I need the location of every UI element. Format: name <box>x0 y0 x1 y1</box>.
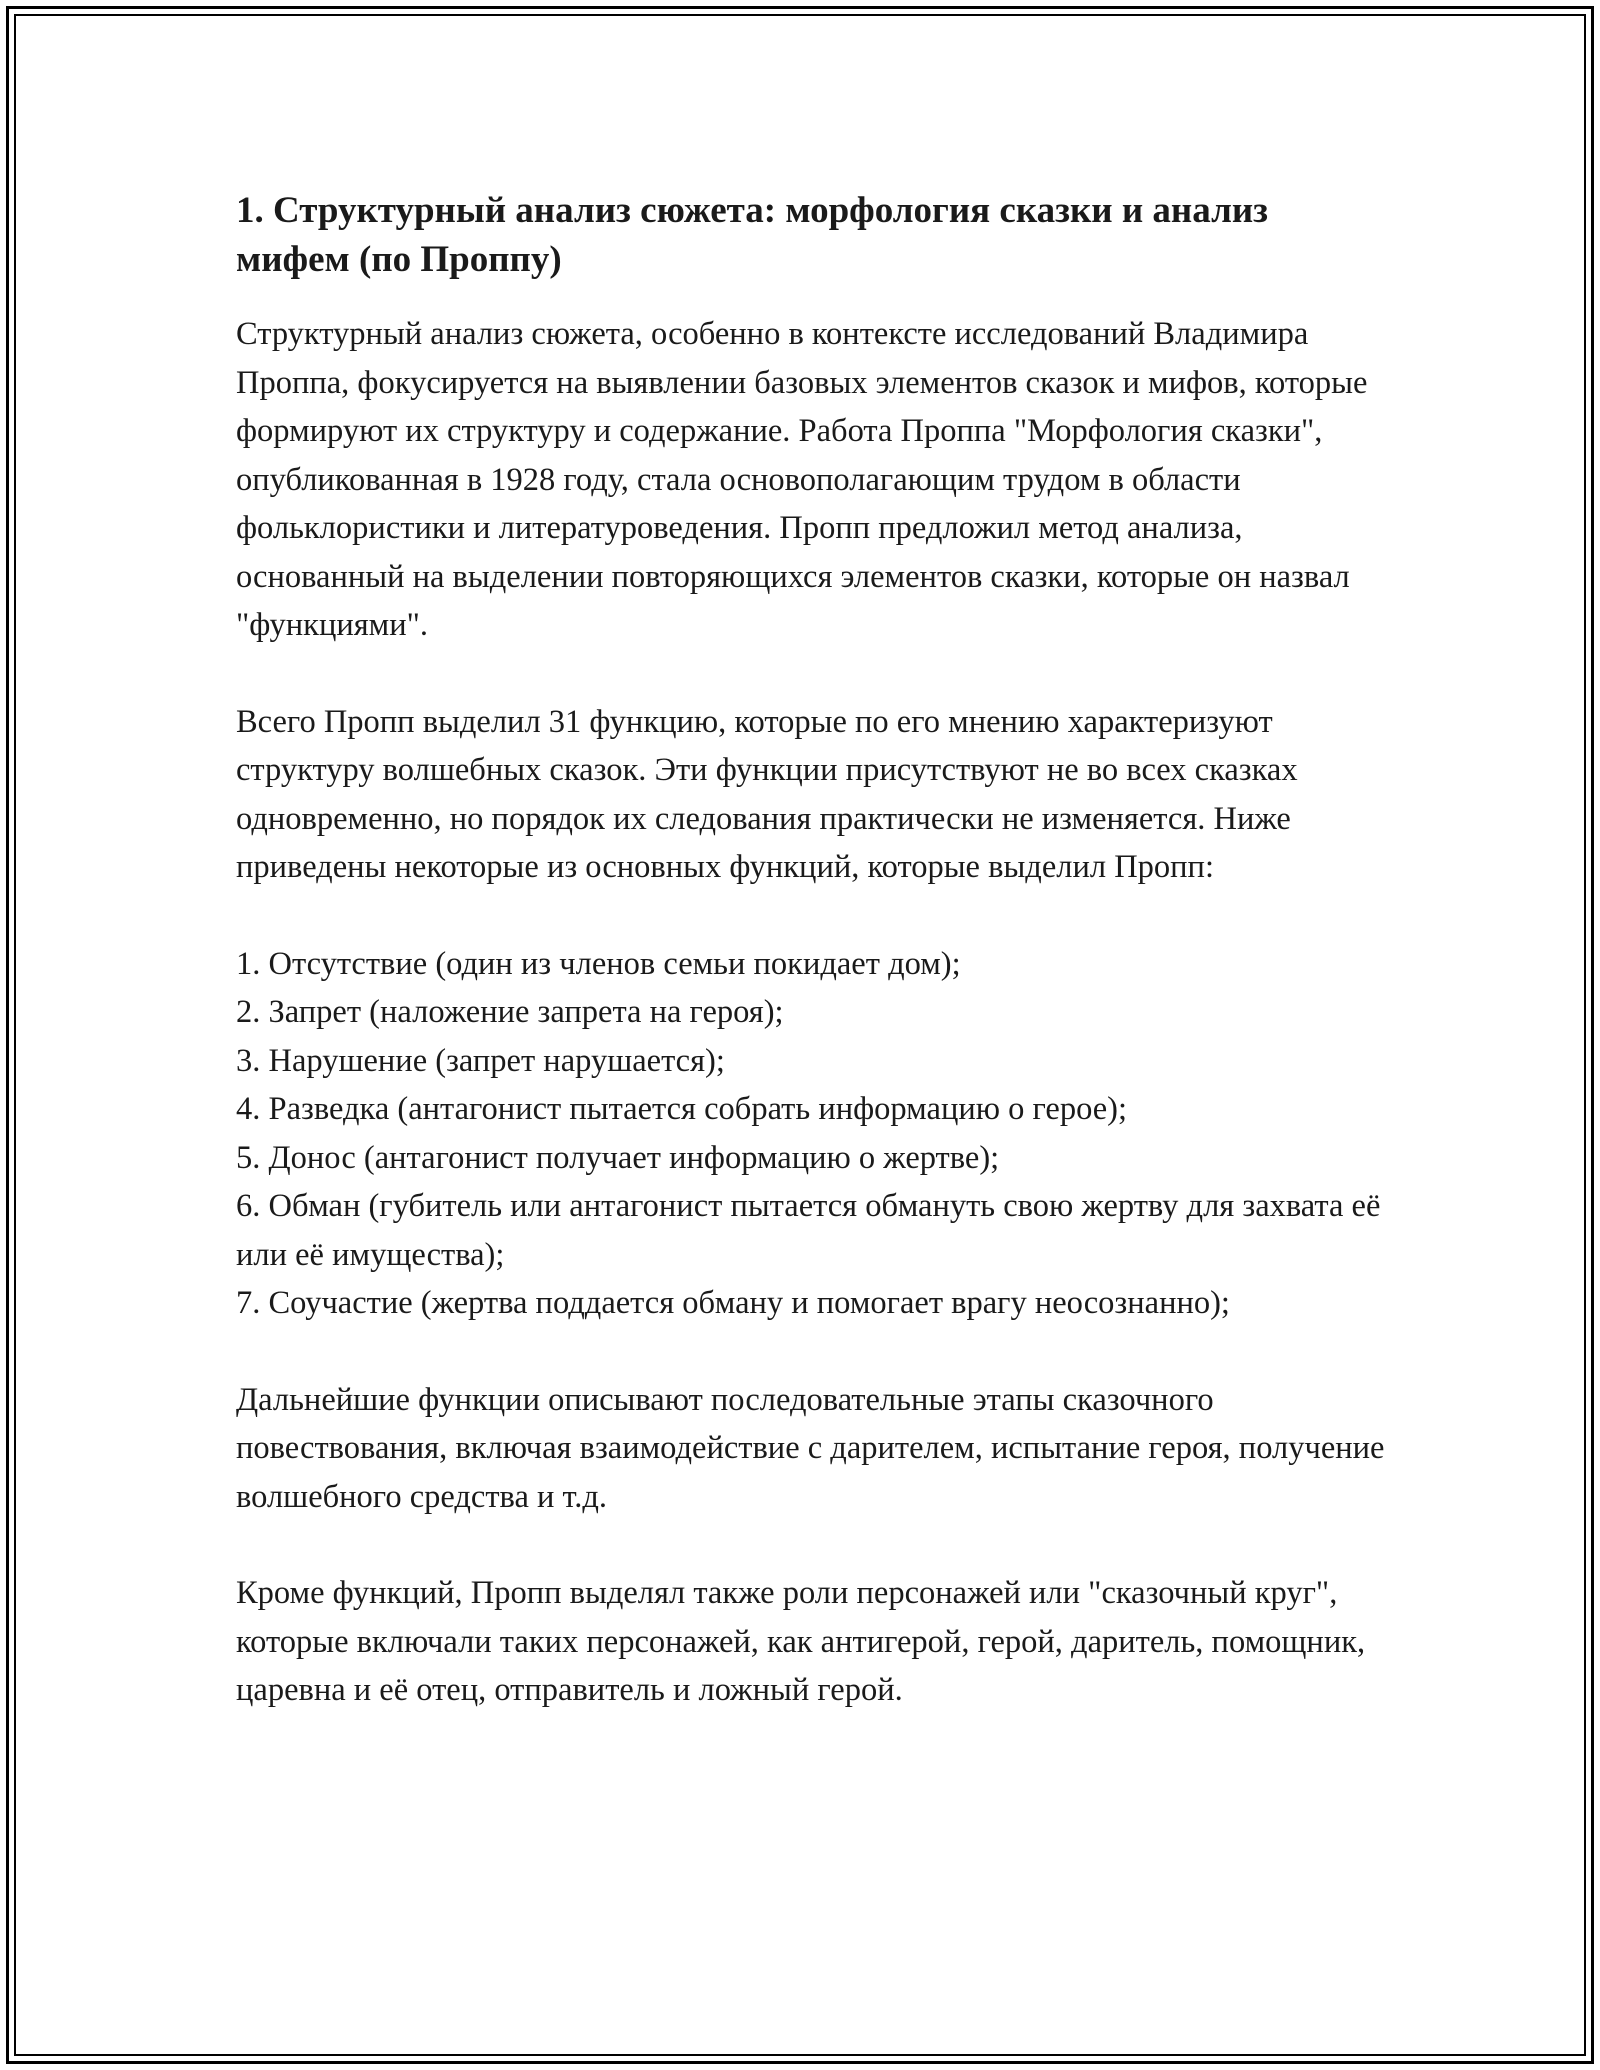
function-item: 1. Отсутствие (один из членов семьи покидает дом); <box>236 945 961 982</box>
intro-paragraph: Структурный анализ сюжета, особенно в контексте исследований Владимира Проппа, фокусируется на выявлении базовых элементов сказок и мифов, которые формируют их структуру и содержание. Работа Проппа "Морфология сказки", опубликованная в 1928 году, стала основополагающим трудом в области фольклористики и литературоведения. Пропп предложил метод анализа, основанный на выделении повторяющихся элементов сказки, которые он назвал "функциями". <box>236 316 1368 643</box>
further-functions-paragraph: Дальнейшие функции описывают последовательные этапы сказочного повествования, включая взаимодействие с дарителем, испытание героя, получение волшебного средства и т.д. <box>236 1381 1385 1515</box>
character-roles-paragraph: Кроме функций, Пропп выделял также роли персонажей или "сказочный круг", которые включали таких персонажей, как антигерой, герой, даритель, помощник, царевна и её отец, отправитель и ложный герой. <box>236 1575 1366 1708</box>
function-item: 2. Запрет (наложение запрета на героя); <box>236 994 784 1030</box>
functions-list <box>236 940 1386 1328</box>
function-item: 4. Разведка (антагонист пытается собрать информацию о герое); <box>236 1091 1128 1127</box>
function-item: 6. Обман (губитель или антагонист пытается обмануть свою жертву для захвата её или её имущества); <box>236 1188 1381 1273</box>
function-item: 7. Соучастие (жертва поддается обману и помогает врагу неосознанно); <box>236 1285 1230 1321</box>
function-item: 5. Донос (антагонист получает информацию о жертве); <box>236 1139 1000 1176</box>
document-title: 1. Структурный анализ сюжета: морфология сказки и анализ мифем (по Проппу) <box>236 190 1269 280</box>
function-item: 3. Нарушение (запрет нарушается); <box>236 1042 725 1079</box>
document-body <box>236 186 1386 1763</box>
functions-intro-paragraph: Всего Пропп выделил 31 функцию, которые по его мнению характеризуют структуру волшебных сказок. Эти функции присутствуют не во всех сказках одновременно, но порядок их следования практически не изменяется. Ниже приведены некоторые из основных функций, которые выделил Пропп: <box>236 703 1298 885</box>
